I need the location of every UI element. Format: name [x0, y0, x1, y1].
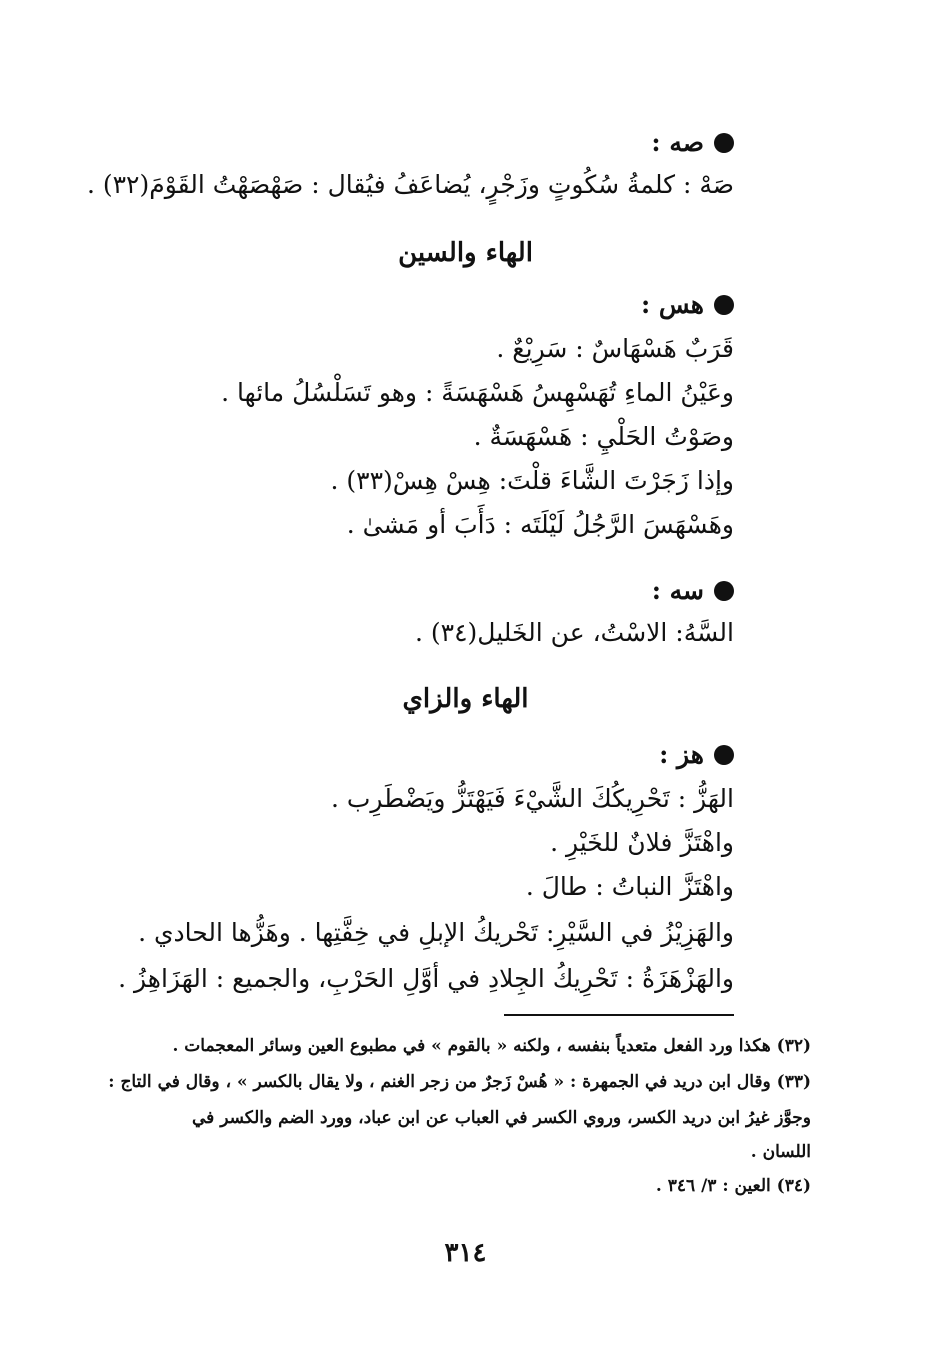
- section-title-ha-zay: الهاء والزاي: [402, 684, 529, 714]
- entry-line: الهَزُّ : تَحْرِيكُكَ الشَّيْءَ فَيَهْتَزُّ ويَضْطَرِب .: [330, 784, 734, 813]
- bullet-icon: [714, 295, 734, 315]
- entry-heading-sah: [651, 128, 734, 157]
- entry-line: واهْتَزَّ النباتُ : طالَ .: [525, 872, 734, 901]
- entry-line: قَرَبٌ هَسْهَاسٌ : سَرِيْعٌ .: [496, 334, 734, 363]
- entry-line: والهَزْهَزَةُ : تَحْرِيكُ الجِلادِ في أوَّلِ الحَرْبِ، والجميع : الهَزَاهِزُ .: [118, 964, 734, 993]
- entry-heading-text: سه :: [651, 576, 704, 605]
- bullet-icon: [714, 581, 734, 601]
- footnote-33-cont: اللسان .: [750, 1142, 811, 1162]
- entry-heading-has: [641, 290, 734, 319]
- footnote-33: (٣٣) وقال ابن دريد في الجمهرة : « هُسْ زَجرٌ من زجر الغنم ، ولا يقال بالكسر » ، وقال في التاج :: [108, 1072, 811, 1092]
- footnote-33-cont: وجوَّز غيرُ ابن دريد الكسر، وروي الكسر في العباب عن ابن عباد، وورد الضم والكسر في: [191, 1108, 811, 1128]
- entry-line: وعَيْنُ الماءِ تُهَسْهِسُ هَسْهَسَةً : وهو تَسَلْسُلُ مائها .: [221, 378, 734, 407]
- entry-line: صَهْ : كلمةُ سُكُوتٍ وزَجْرٍ، يُضاعَفُ فيُقال : صَهْصَهْتُ القَوْمَ(٣٢) .: [86, 170, 734, 199]
- entry-line: والهَزِيْزُ في السَّيْرِ: تَحْريكُ الإبلِ في خِفَّتِها . وهَزُّها الحادي .: [138, 918, 734, 947]
- entry-heading-text: صه :: [651, 128, 704, 157]
- entry-line: وهَسْهَسَ الرَّجُلُ لَيْلَتَه : دَأَبَ أو مَشىٰ .: [346, 510, 734, 539]
- entry-line: وإذا زَجَرْتَ الشَّاءَ قلْتَ: هِسْ هِسْ(٣٣) .: [330, 466, 734, 495]
- page-number: ٣١٤: [444, 1238, 487, 1268]
- footnote-34: (٣٤) العين : ٣/ ٣٤٦ .: [655, 1176, 811, 1196]
- entry-line: السَّهُ: الاسْتُ، عن الخَليل(٣٤) .: [415, 618, 734, 647]
- footnote-divider: [504, 1014, 734, 1016]
- entry-heading-text: هز :: [659, 740, 704, 769]
- bullet-icon: [714, 133, 734, 153]
- section-title-ha-sin: الهاء والسين: [398, 238, 533, 268]
- footnote-32: (٣٢) هكذا ورد الفعل متعدياً بنفسه ، ولكنه « بالقوم » في مطبوع العين وسائر المعجمات .: [172, 1036, 811, 1056]
- entry-heading-text: هس :: [641, 290, 704, 319]
- bullet-icon: [714, 745, 734, 765]
- entry-line: واهْتَزَّ فلانٌ للخَيْرِ .: [550, 828, 734, 857]
- entry-line: وصَوْتُ الحَلْيِ : هَسْهَسَةٌ .: [473, 422, 734, 451]
- entry-heading-haz: [659, 740, 734, 769]
- entry-heading-sah2: [652, 576, 734, 605]
